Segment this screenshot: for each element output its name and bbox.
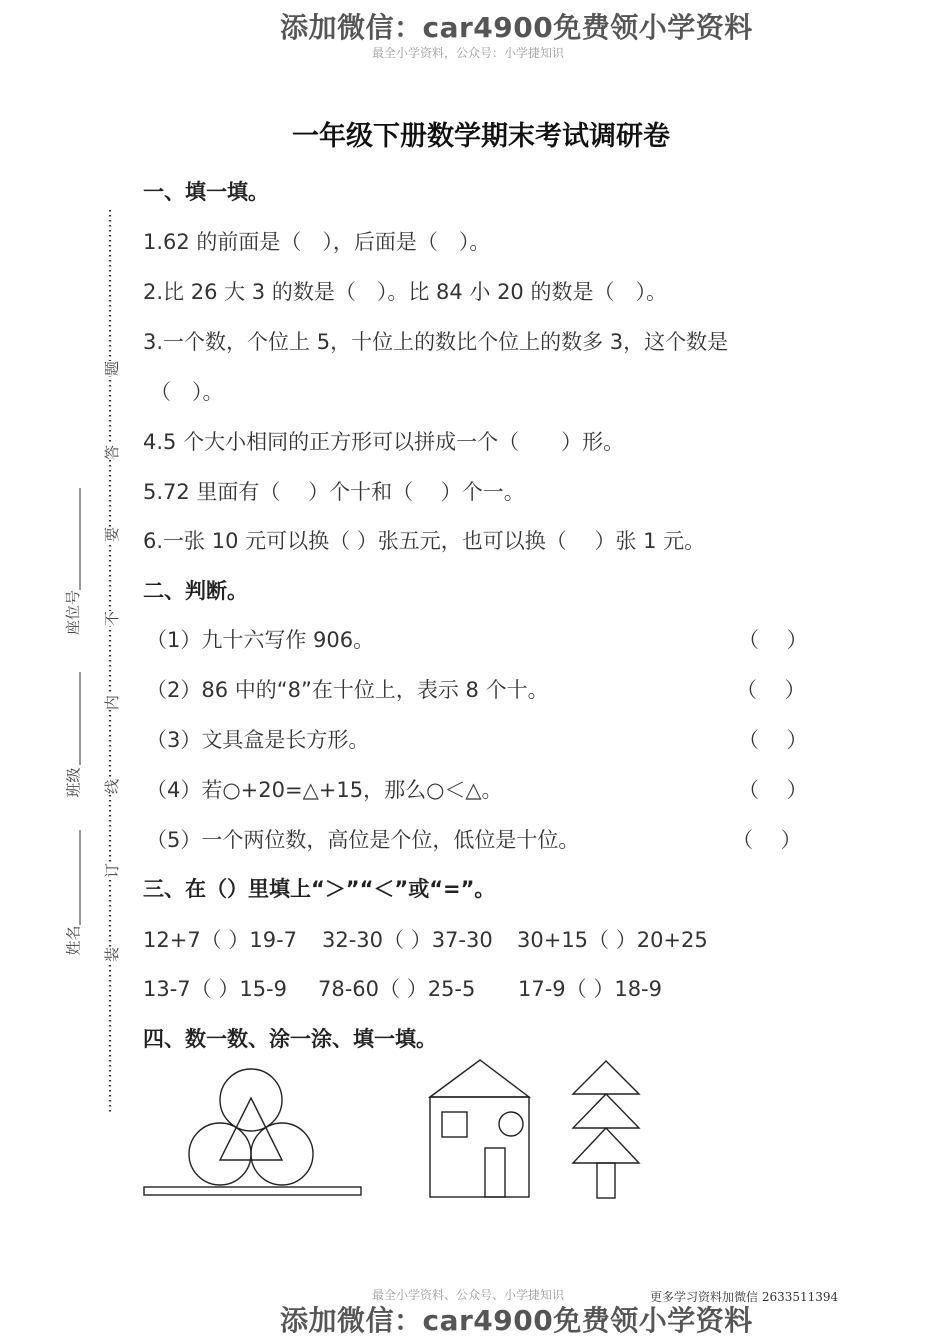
circle-shape — [220, 1069, 282, 1131]
circle-shape — [189, 1123, 251, 1185]
name-label: 姓名 — [64, 925, 83, 956]
tree-trunk-rectangle — [597, 1163, 615, 1198]
judge-answer-paren: （ ） — [738, 728, 808, 752]
judge-answer-paren: （ ） — [738, 628, 808, 652]
fill-question-3-blank: （ ）。 — [150, 380, 224, 404]
tree-triangle-shape — [573, 1128, 639, 1163]
section-4-heading: 四、数一数、涂一涂、填一填。 — [143, 1027, 437, 1051]
binding-char: 订 — [103, 862, 122, 879]
compare-item: 30+15（ ）20+25 — [517, 928, 708, 952]
fill-question-6: 6.一张 10 元可以换（ ）张五元，也可以换（ ）张 1 元。 — [143, 529, 706, 553]
binding-char: 装 — [103, 946, 122, 963]
judge-item: （5）一个两位数，高位是个位，低位是十位。 — [146, 828, 580, 852]
judge-answer-paren: （ ） — [736, 678, 806, 702]
section-3-heading: 三、在（）里填上“＞”“＜”或“=”。 — [143, 877, 496, 901]
page-title: 一年级下册数学期末考试调研卷 — [292, 121, 670, 152]
circles-triangle-figure — [144, 1069, 361, 1195]
compare-item: 78-60（ ）25-5 — [318, 977, 476, 1001]
compare-item: 13-7（ ）15-9 — [143, 977, 287, 1001]
binding-char: 不 — [103, 610, 122, 627]
fill-question-1: 1.62 的前面是（ ），后面是（ ）。 — [143, 230, 491, 254]
compare-item: 12+7（ ）19-7 — [143, 928, 298, 952]
compare-item: 17-9（ ）18-9 — [518, 977, 662, 1001]
judge-answer-paren: （ ） — [732, 828, 802, 852]
binding-char: 线 — [103, 778, 122, 795]
seat-number-label: 座位号 — [64, 589, 83, 636]
tree-triangle-shape — [573, 1061, 639, 1094]
window-square-shape — [442, 1112, 467, 1137]
tree-figure — [573, 1061, 639, 1198]
section-1-heading: 一、填一填。 — [143, 180, 269, 204]
door-rectangle-shape — [485, 1148, 505, 1197]
section-2-heading: 二、判断。 — [143, 579, 248, 603]
judge-item: （1）九十六写作 906。 — [146, 628, 375, 652]
circle-shape — [251, 1123, 313, 1185]
fill-question-4: 4.5 个大小相同的正方形可以拼成一个（ ）形。 — [143, 430, 625, 454]
rectangle-base-shape — [144, 1187, 361, 1195]
fill-question-2: 2.比 26 大 3 的数是（ ）。比 84 小 20 的数是（ ）。 — [143, 280, 667, 304]
house-figure — [430, 1060, 529, 1197]
binding-char: 答 — [103, 444, 122, 461]
window-circle-shape — [499, 1112, 523, 1136]
roof-triangle-shape — [430, 1060, 529, 1097]
binding-char: 要 — [103, 526, 122, 543]
fill-question-3: 3.一个数，个位上 5，十位上的数比个位上的数多 3，这个数是 — [143, 330, 729, 354]
judge-answer-paren: （ ） — [738, 778, 808, 802]
judge-item: （3）文具盒是长方形。 — [146, 728, 370, 752]
footer-contact: 更多学习资料加微信 2633511394 — [650, 1290, 839, 1304]
watermark-top: 添加微信：car4900免费领小学资料 — [280, 11, 753, 44]
judge-item: （2）86 中的“8”在十位上，表示 8 个十。 — [146, 678, 549, 702]
compare-item: 32-30（ ）37-30 — [322, 928, 493, 952]
watermark-top-subtext: 最全小学资料，公众号：小学捷知识 — [372, 46, 565, 60]
binding-char: 题 — [103, 360, 122, 377]
fill-question-5: 5.72 里面有（ ）个十和（ ）个一。 — [143, 480, 525, 504]
judge-item: （4）若○+20=△+15，那么○＜△。 — [146, 778, 503, 802]
class-label: 班级 — [64, 767, 83, 798]
watermark-bottom: 添加微信：car4900免费领小学资料 — [280, 1304, 753, 1337]
tree-triangle-shape — [573, 1094, 639, 1128]
binding-char: 内 — [103, 694, 122, 711]
footer-faint-text: 最全小学资料、公众号、小学捷知识 — [372, 1288, 565, 1302]
